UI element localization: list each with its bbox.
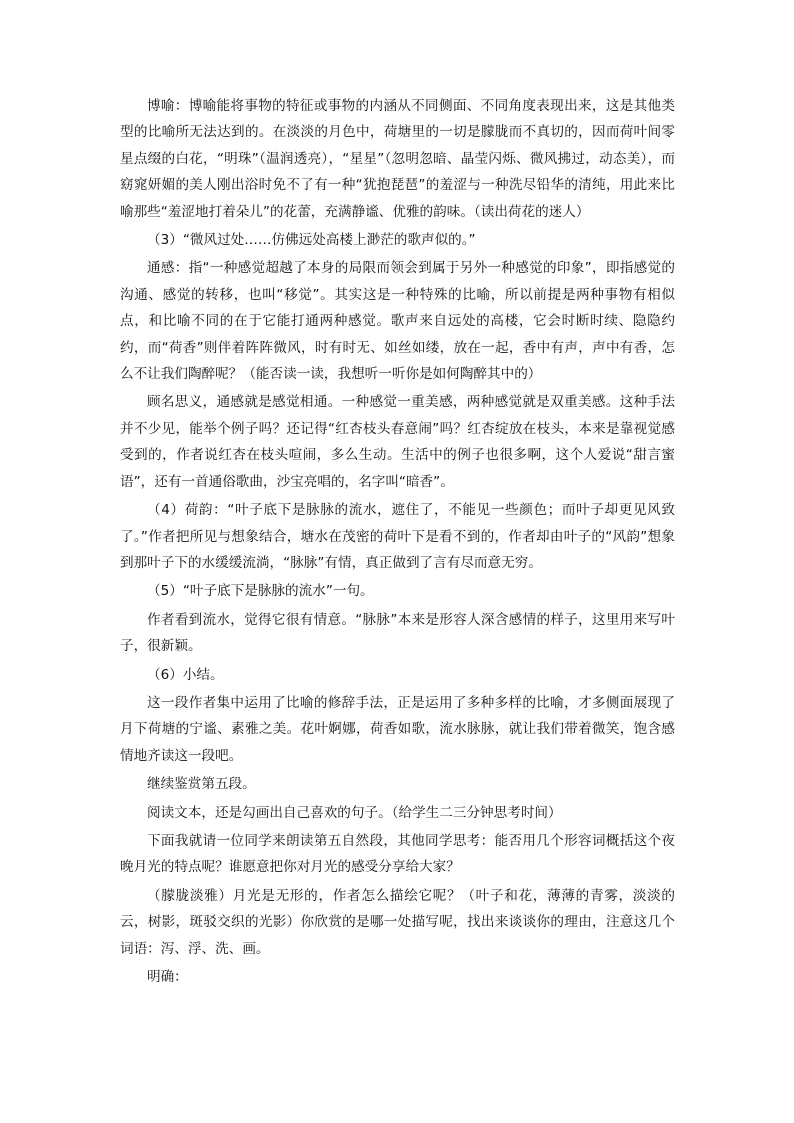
paragraph-boyu: 博喻：博喻能将事物的特征或事物的内涵从不同侧面、不同角度表现出来，这是其他类型的比喻所无法达到的。在淡淡的月色中，荷塘里的一切是朦胧而不真切的，因而荷叶间零星点缀的白花，“明珠”（温润透亮），“星星”（忽明忽暗、晶莹闪烁、微风拂过，动态美），而窈窕妍媚的美人刚出浴时免不了有一种“犹抱琵琶”的羞涩与一种洗尽铅华的清纯，用此来比喻那些“羞涩地打着朵儿”的花蕾，充满静谧、优雅的韵味。（读出荷花的迷人） — [120, 98, 675, 220]
paragraph-reading: 阅读文本，还是勾画出自己喜欢的句子。（给学生二三分钟思考时间） — [147, 804, 562, 821]
paragraph-mingque: 明确： — [147, 969, 188, 985]
paragraph-gumingsiyi: 顾名思义，通感就是感觉相通。一种感觉一重美感，两种感觉就是双重美感。这种手法并不少见，能举个例子吗？还记得“红杏枝头春意闹”吗？红杏绽放在枝头，本来是靠视觉感受到的，作者说红杏在枝头喧闹，多么生动。生活中的例子也很多啊，这个人爱说“甜言蜜语”，还有一首通俗歌曲，沙宝亮唱的，名字叫“暗香”。 — [120, 394, 675, 490]
paragraph-liushui: 作者看到流水，觉得它很有情意。“脉脉”本来是形容人深含感情的样子，这里用来写叶子，很新颖。 — [120, 611, 675, 655]
paragraph-moonlight: （朦胧淡雅）月光是无形的，作者怎么描绘它呢？（叶子和花，薄薄的青雾，淡淡的云，树影，斑驳交织的光影）你欣赏的是哪一处描写呢，找出来谈谈你的理由，注意这几个词语：泻、浮、洗、画。 — [120, 887, 675, 957]
paragraph-item-3: （3）“微风过处……仿佛远处高楼上渺茫的歌声似的。” — [147, 232, 476, 249]
paragraph-fifth-section: 继续鉴赏第五段。 — [147, 776, 256, 793]
paragraph-item-6: （6）小结。 — [147, 666, 224, 683]
document-page — [120, 93, 675, 990]
paragraph-item-4: （4）荷韵：“叶子底下是脉脉的流水，遮住了，不能见一些颜色；而叶子却更见风致了。”作者把所见与想象结合，塘水在茂密的荷叶下是看不到的，作者却由叶子的“风韵”想象到那叶子下的水缓缓流淌，“脉脉”有情，真正做到了言有尽而意无穷。 — [120, 502, 675, 571]
paragraph-question: 下面我就请一位同学来朗读第五自然段，其他同学思考：能否用几个形容词概括这个夜晚月光的特点呢？谁愿意把你对月光的感受分享给大家？ — [120, 832, 675, 876]
paragraph-summary: 这一段作者集中运用了比喻的修辞手法，正是运用了多种多样的比喻，才多侧面展现了月下荷塘的宁谧、素雅之美。花叶婀娜，荷香如歌，流水脉脉，就让我们带着微笑，饱含感情地齐读这一段吧。 — [120, 694, 675, 764]
paragraph-tonggan: 通感：指“一种感觉超越了本身的局限而领会到属于另外一种感觉的印象”，即指感觉的沟通、感觉的转移，也叫“移觉”。其实这是一种特殊的比喻，所以前提是两种事物有相似点，和比喻不同的在于它能打通两种感觉。歌声来自远处的高楼，它会时断时续、隐隐约约，而“荷香”则伴着阵阵微风，时有时无、如丝如缕，放在一起，香中有声，声中有香，怎么不让我们陶醉呢？（能否读一读，我想听一听你是如何陶醉其中的） — [120, 260, 675, 383]
paragraph-item-5: （5）“叶子底下是脉脉的流水”一句。 — [147, 583, 374, 600]
